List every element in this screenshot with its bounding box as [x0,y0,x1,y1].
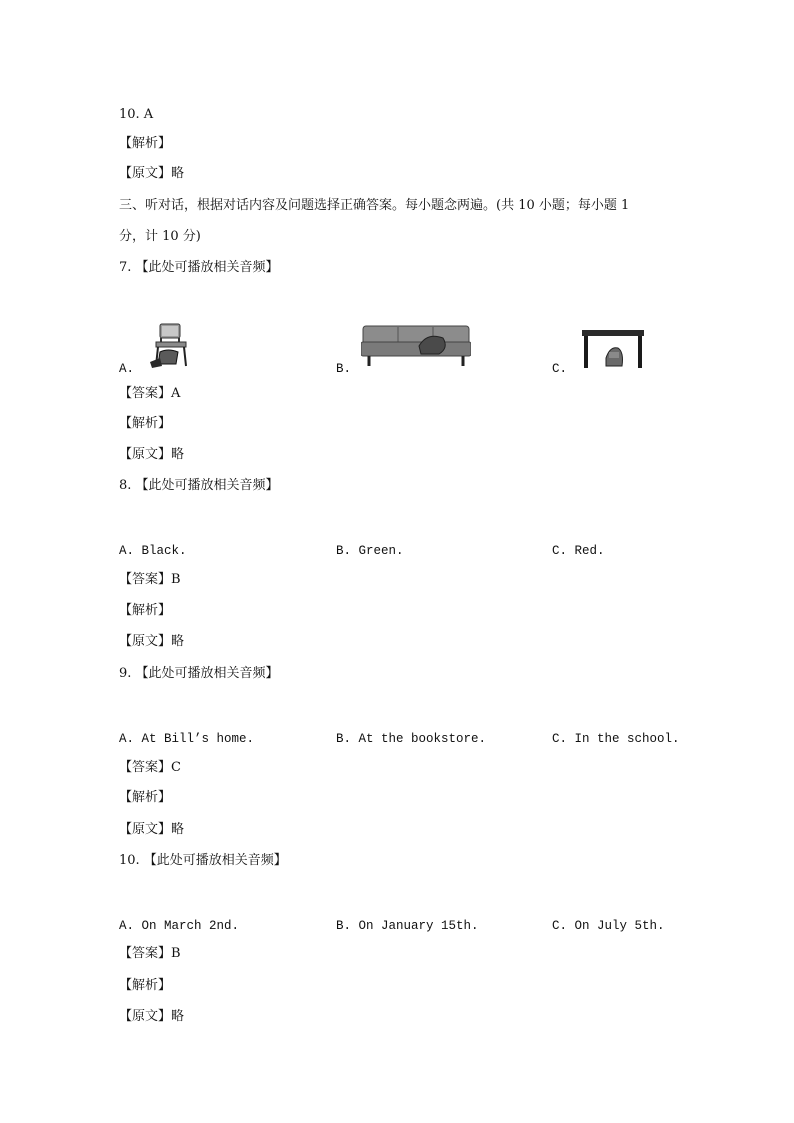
question-10-prompt: 10. 【此处可播放相关音频】 [119,853,287,868]
top-original: 【原文】略 [119,166,185,181]
question-10-analysis: 【解析】 [119,978,172,993]
question-9-option-c: C. In the school. [552,732,680,746]
question-8-prompt: 8. 【此处可播放相关音频】 [119,478,279,493]
question-8-option-c: C. Red. [552,544,605,558]
question-9-answer: 【答案】C [119,760,181,775]
question-10-option-a: A. On March 2nd. [119,919,240,933]
top-analysis: 【解析】 [119,136,172,151]
question-10-original: 【原文】略 [119,1009,185,1024]
question-8-answer: 【答案】B [119,572,181,587]
question-9-analysis: 【解析】 [119,790,172,805]
sofa-with-bag-icon [361,324,471,368]
question-7-original: 【原文】略 [119,447,185,462]
question-7-analysis: 【解析】 [119,416,172,431]
question-9-option-a: A. At Bill’s home. [119,732,255,746]
section-heading-line1: 三、听对话，根据对话内容及问题选择正确答案。每小题念两遍。(共 10 小题；每小题 1 [119,198,630,213]
question-7-answer: 【答案】A [119,386,181,401]
section-heading-line2: 分，计 10 分) [119,229,201,244]
question-9-prompt: 9. 【此处可播放相关音频】 [119,666,279,681]
question-7-option-c: C. [552,362,568,376]
question-8-option-b: B. Green. [336,544,404,558]
question-10-option-b: B. On January 15th. [336,919,479,933]
question-7-option-b: B. [336,362,352,376]
top-answer-line: 10. A [119,107,154,122]
table-with-bag-icon [582,330,644,368]
question-10-answer: 【答案】B [119,946,181,961]
question-8-original: 【原文】略 [119,634,185,649]
question-9-option-b: B. At the bookstore. [336,732,487,746]
question-7-option-a: A. [119,362,135,376]
question-8-option-a: A. Black. [119,544,187,558]
question-7-prompt: 7. 【此处可播放相关音频】 [119,260,279,275]
chair-with-bag-icon [146,322,194,368]
question-8-analysis: 【解析】 [119,603,172,618]
question-9-original: 【原文】略 [119,822,185,837]
question-10-option-c: C. On July 5th. [552,919,665,933]
